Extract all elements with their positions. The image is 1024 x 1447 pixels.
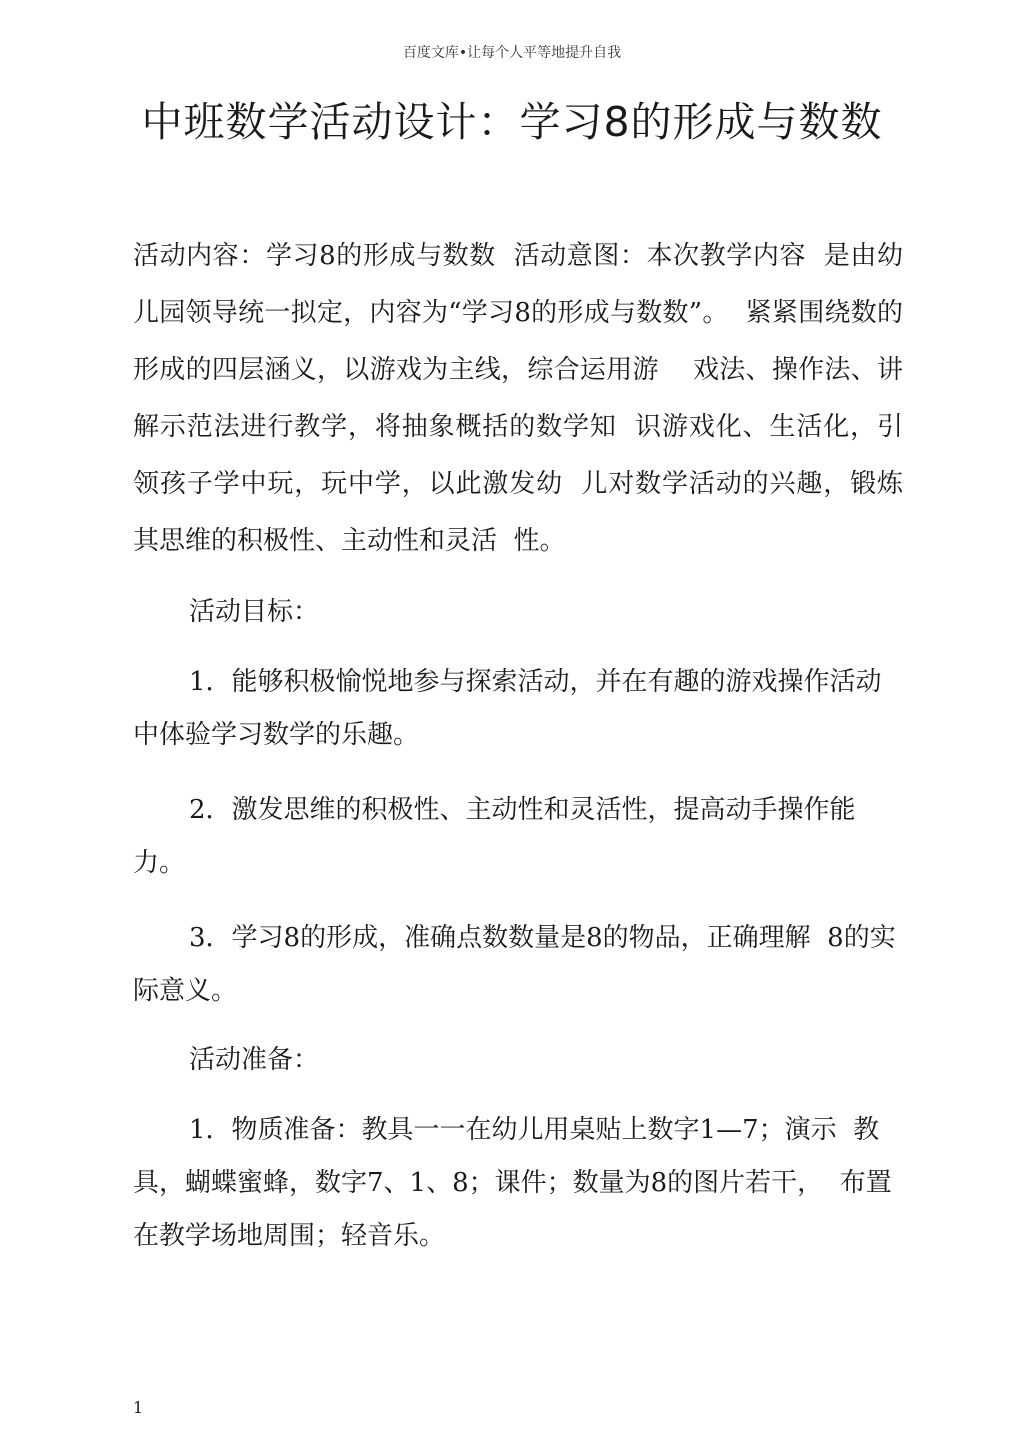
page-header: 百度文库•让每个人平等地提升自我	[402, 45, 622, 61]
document-body	[133, 228, 903, 1263]
document-title: 中班数学活动设计：学习8的形成与数数	[141, 98, 883, 146]
prep-heading: 活动准备：	[189, 1045, 320, 1075]
goals-heading: 活动目标：	[189, 597, 320, 627]
goal-item: 2．激发思维的积极性、主动性和灵活性，提高动手操作能力。	[133, 795, 856, 878]
goal-item: 1．能够积极愉悦地参与探索活动，并在有趣的游戏操作活动中体验学习数学的乐趣。	[133, 667, 882, 750]
prep-item: 1．物质准备：教具一一在幼儿用桌贴上数字1—7；演示 教具，蝴蝶蜜蜂，数字7、1、8；课件；数量为8的图片若干， 布置在教学场地周围；轻音乐。	[133, 1115, 892, 1251]
page-number: 1	[133, 1398, 144, 1417]
intro-paragraph: 活动内容：学习8的形成与数数 活动意图：本次教学内容 是由幼儿园领导统一拟定，内容为“学习8的形成与数数”。 紧紧围绕数的形成的四层涵义，以游戏为主线，综合运用游 戏法、操作法、讲解示范法进行教学，将抽象概括的数学知 识游戏化、生活化，引领孩子学中玩，玩中学，以此激发幼 儿对数学活动的兴趣，锻炼其思维的积极性、主动性和灵活 性。	[133, 241, 903, 556]
goal-item: 3．学习8的形成，准确点数数量是8的物品，正确理解 8的实际意义。	[133, 923, 896, 1006]
